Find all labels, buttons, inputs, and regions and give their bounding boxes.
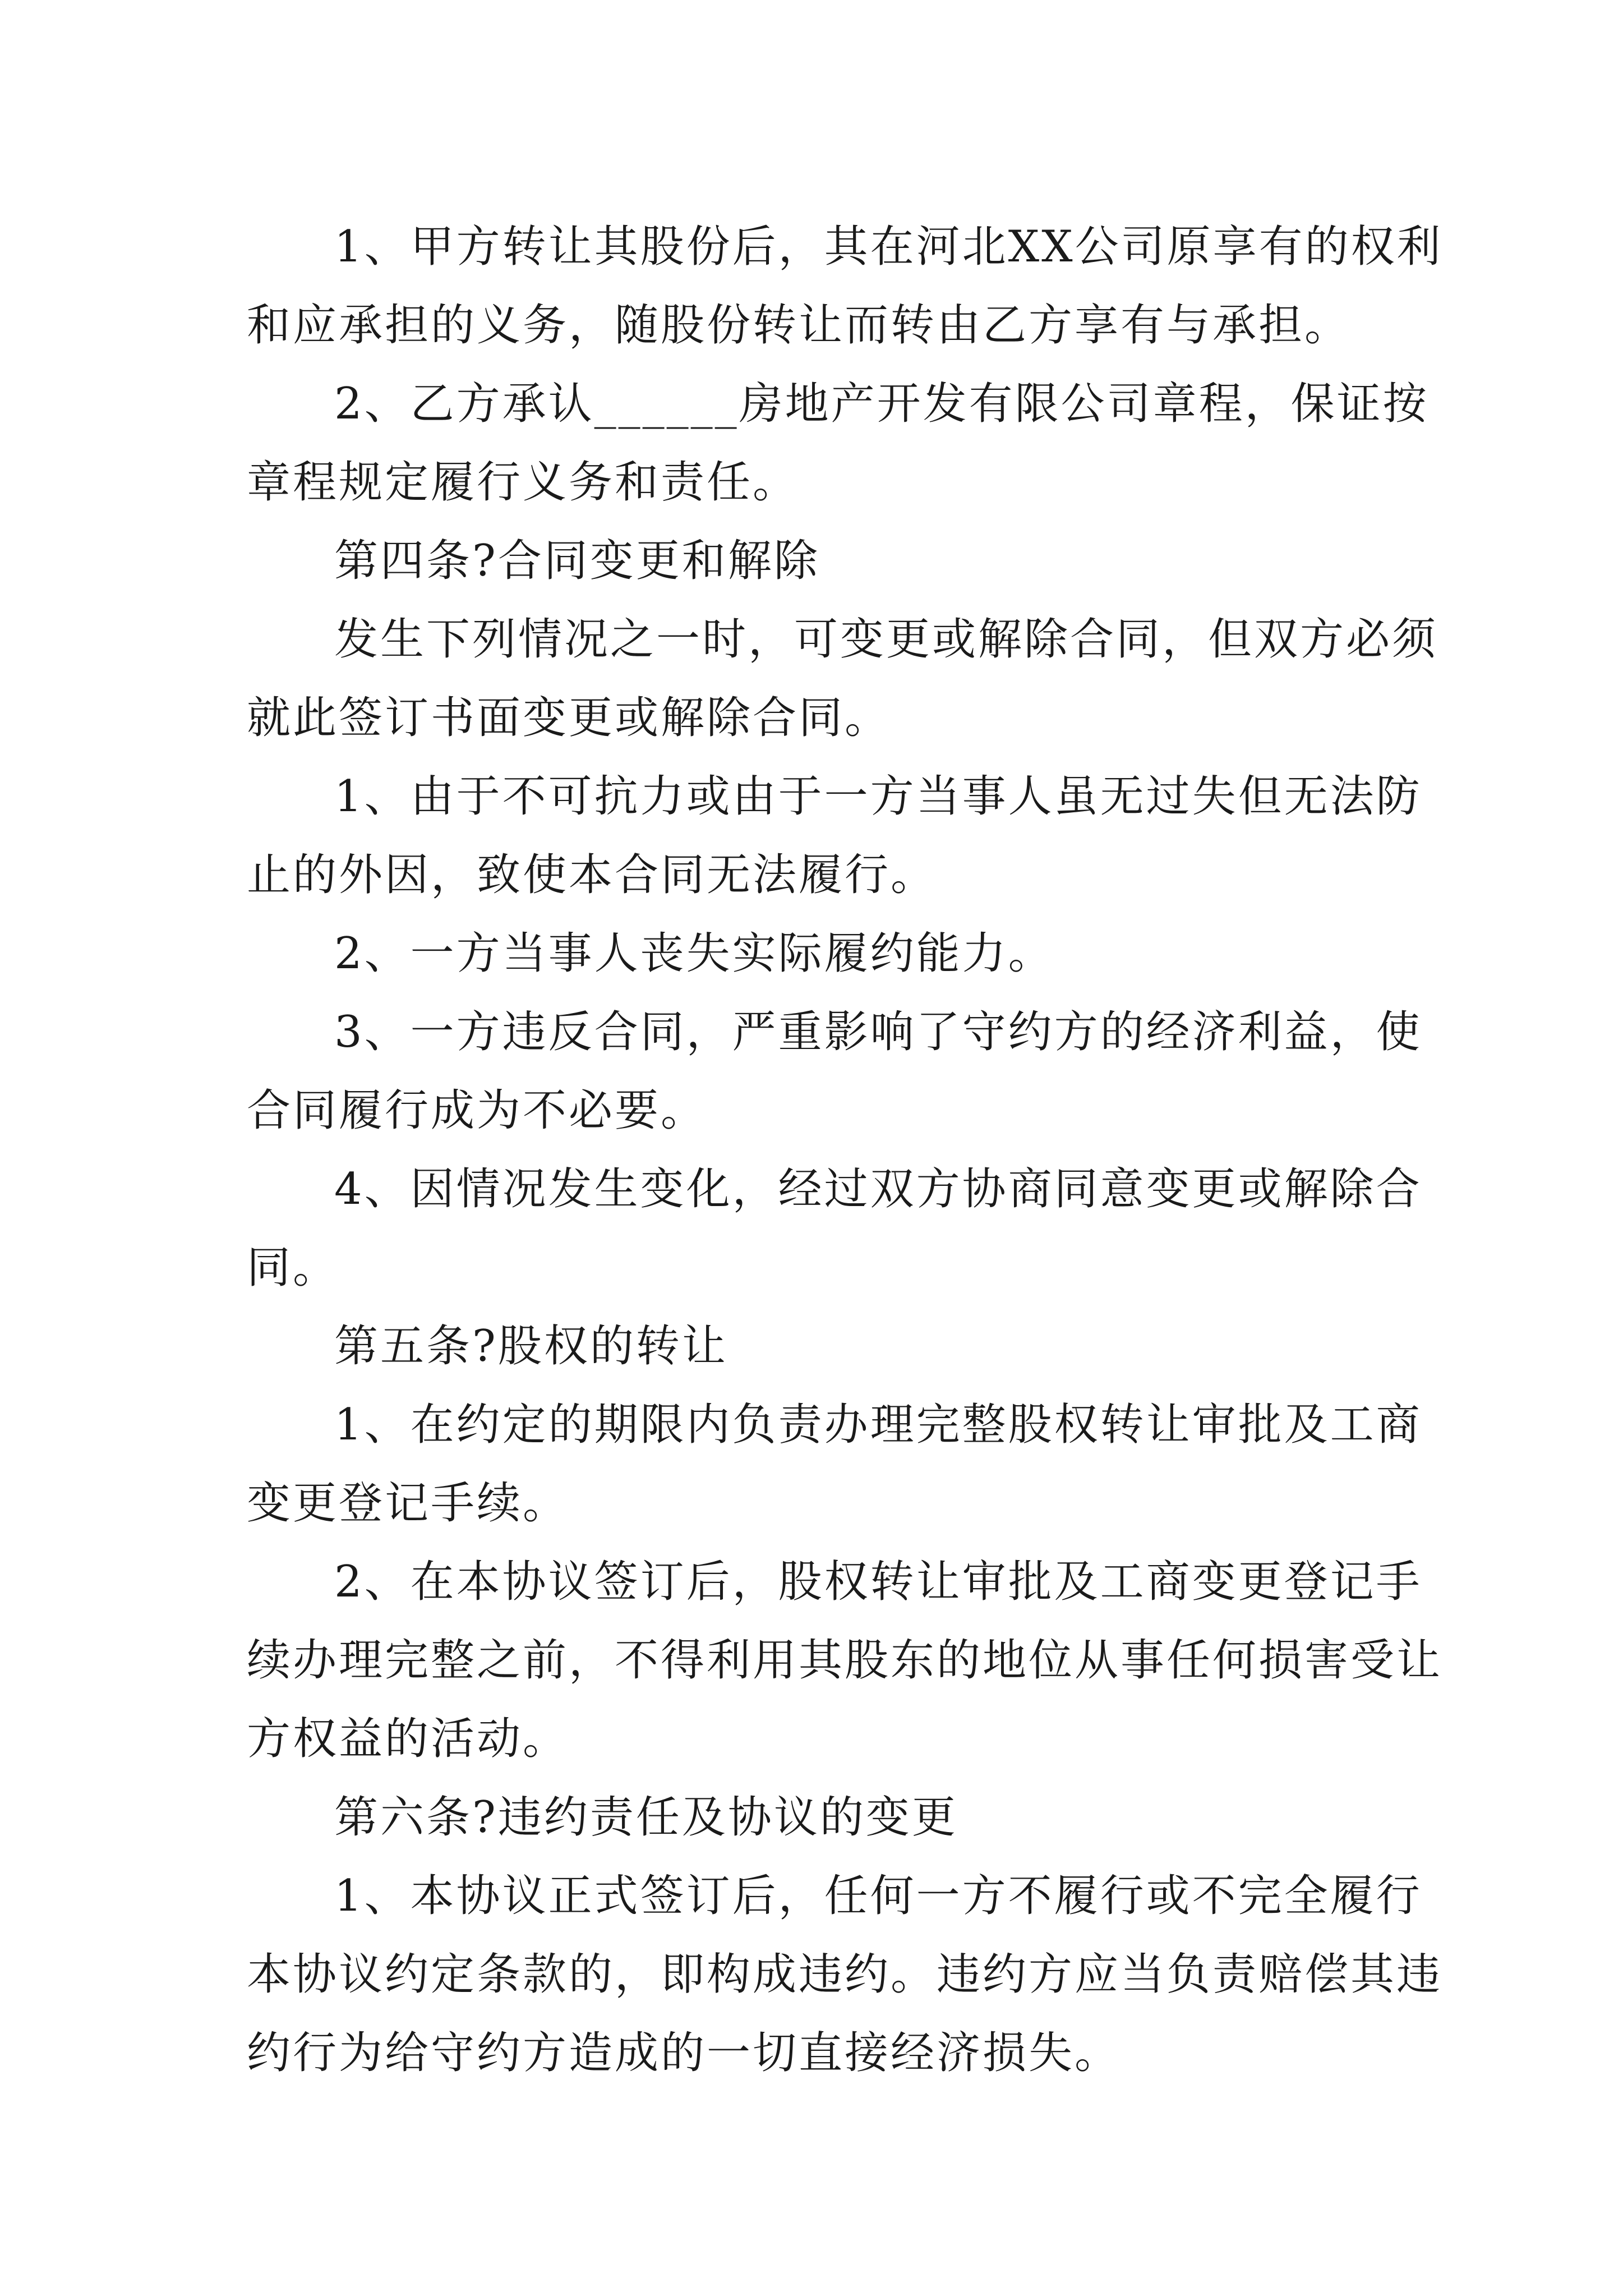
text-line: 1、由于不可抗力或由于一方当事人虽无过失但无法防 [334, 771, 1422, 822]
text-line: 就此签订书面变更或解除合同。 [247, 693, 891, 743]
text-line: 2、乙方承认______房地产开发有限公司章程，保证按 [334, 379, 1429, 429]
text-line: 方权益的活动。 [247, 1714, 569, 1764]
section-heading: 第五条?股权的转让 [334, 1321, 728, 1372]
text-line: 约行为给守约方造成的一切直接经济损失。 [247, 2028, 1121, 2078]
text-line: 本协议约定条款的，即构成违约。违约方应当负责赔偿其违 [247, 1949, 1443, 2000]
text-line: 发生下列情况之一时，可变更或解除合同，但双方必须 [334, 614, 1438, 665]
text-line: 4、因情况发生变化，经过双方协商同意变更或解除合 [334, 1164, 1422, 1214]
text-line: 1、本协议正式签订后，任何一方不履行或不完全履行 [334, 1871, 1422, 1921]
text-line: 1、在约定的期限内负责办理完整股权转让审批及工商 [334, 1400, 1422, 1450]
text-line: 和应承担的义务，随股份转让而转由乙方享有与承担。 [247, 300, 1351, 351]
text-line: 合同履行成为不必要。 [247, 1085, 707, 1136]
text-line: 止的外因，致使本合同无法履行。 [247, 850, 937, 900]
text-line: 2、一方当事人丧失实际履约能力。 [334, 928, 1054, 979]
text-line: 2、在本协议签订后，股权转让审批及工商变更登记手 [334, 1557, 1422, 1607]
text-line: 章程规定履行义务和责任。 [247, 457, 799, 508]
text-line: 1、甲方转让其股份后，其在河北XX公司原享有的权利 [334, 222, 1443, 272]
text-line: 3、一方违反合同，严重影响了守约方的经济利益，使 [334, 1007, 1422, 1057]
section-heading: 第四条?合同变更和解除 [334, 536, 820, 586]
section-heading: 第六条?违约责任及协议的变更 [334, 1792, 958, 1843]
text-line: 变更登记手续。 [247, 1478, 569, 1529]
text-line: 续办理完整之前，不得利用其股东的地位从事任何损害受让 [247, 1635, 1443, 1686]
text-line: 同。 [247, 1243, 339, 1293]
